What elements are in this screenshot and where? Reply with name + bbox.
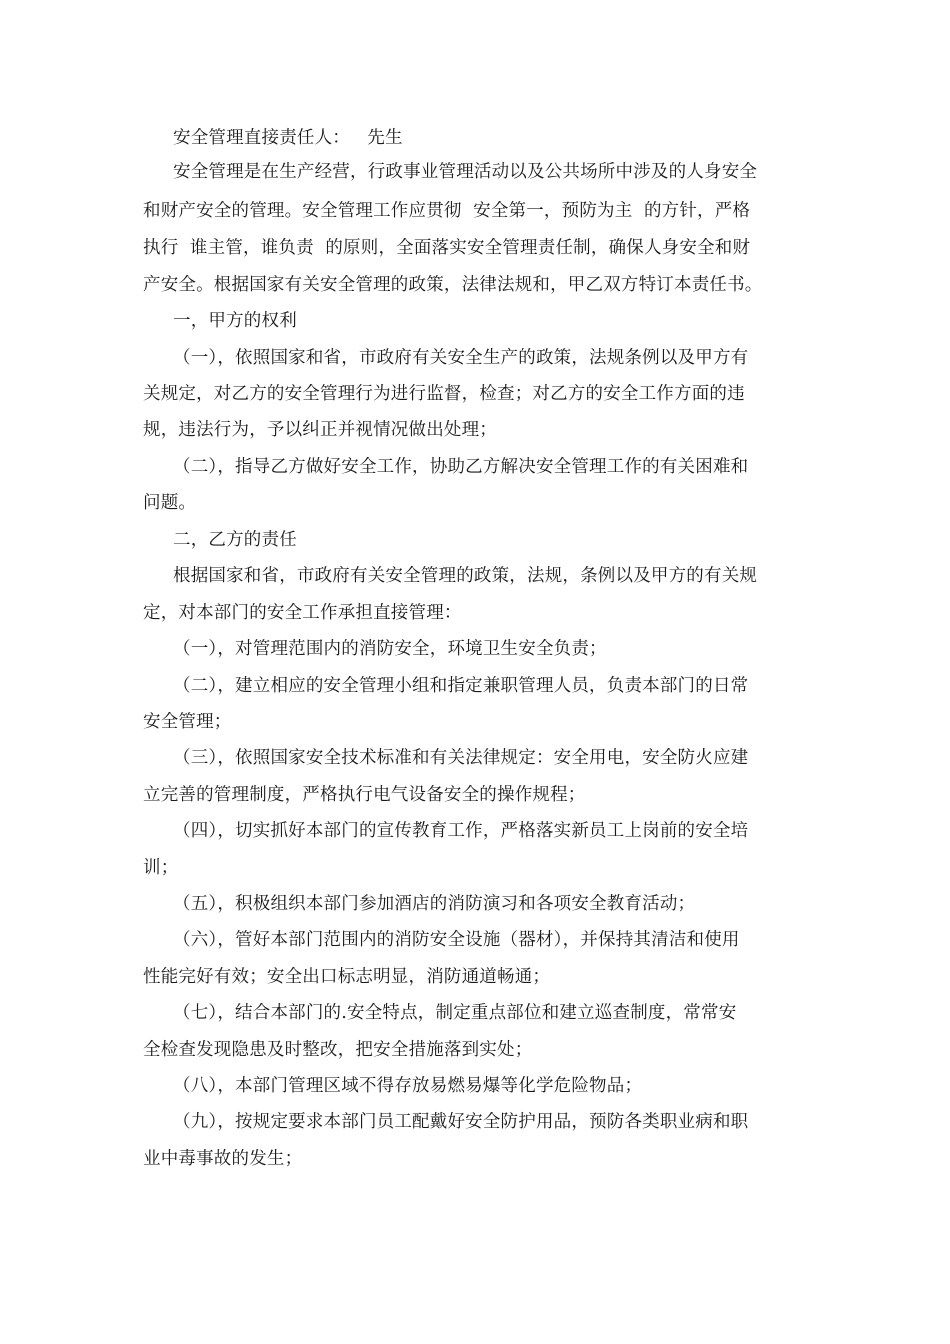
intro-paragraph-line-3: 执行 谁主管，谁负责 的原则，全面落实安全管理责任制，确保人身安全和财 [143, 238, 751, 258]
section-heading-party-b-duties: 二，乙方的责任 [173, 530, 297, 550]
party-b-item-5-line-1: （五），积极组织本部门参加酒店的消防演习和各项安全教育活动； [173, 894, 696, 914]
intro-paragraph-line-4: 产安全。根据国家有关安全管理的政策，法律法规和，甲乙双方特订本责任书。 [143, 275, 763, 295]
intro-paragraph-line-2: 和财产安全的管理。安全管理工作应贯彻 安全第一，预防为主 的方针，严格 [143, 201, 751, 221]
party-b-item-9-line-2: 业中毒事故的发生； [143, 1149, 303, 1169]
party-b-item-4-line-1: （四），切实抓好本部门的宣传教育工作，严格落实新员工上岗前的安全培 [173, 821, 749, 841]
party-b-item-6-line-1: （六），管好本部门范围内的消防安全设施（器材），并保持其清洁和使用 [173, 930, 740, 950]
party-b-intro-line-2: 定，对本部门的安全工作承担直接管理： [143, 603, 462, 623]
party-b-item-7-line-1: （七），结合本部门的.安全特点，制定重点部位和建立巡查制度，常常安 [173, 1003, 737, 1023]
party-b-item-2-line-2: 安全管理； [143, 712, 232, 732]
party-b-item-9-line-1: （九），按规定要求本部门员工配戴好安全防护用品，预防各类职业病和职 [173, 1112, 749, 1132]
intro-paragraph-line-1: 安全管理是在生产经营，行政事业管理活动以及公共场所中涉及的人身安全 [173, 162, 758, 182]
section-heading-party-a-rights: 一，甲方的权利 [173, 311, 297, 331]
party-a-item-2-line-1: （二），指导乙方做好安全工作，协助乙方解决安全管理工作的有关困难和 [173, 457, 749, 477]
party-b-item-8-line-1: （八），本部门管理区域不得存放易燃易爆等化学危险物品； [173, 1076, 643, 1096]
party-b-item-4-line-2: 训； [143, 858, 179, 878]
party-a-item-2-line-2: 问题。 [143, 493, 197, 513]
party-b-item-7-line-2: 全检查发现隐患及时整改，把安全措施落到实处； [143, 1040, 533, 1060]
party-a-item-1-line-1: （一），依照国家和省，市政府有关安全生产的政策，法规条例以及甲方有 [173, 348, 749, 368]
party-b-item-6-line-2: 性能完好有效；安全出口标志明显，消防通道畅通； [143, 967, 551, 987]
party-b-item-2-line-1: （二），建立相应的安全管理小组和指定兼职管理人员，负责本部门的日常 [173, 676, 749, 696]
party-b-item-3-line-2: 立完善的管理制度，严格执行电气设备安全的操作规程； [143, 785, 586, 805]
party-a-item-1-line-2: 关规定，对乙方的安全管理行为进行监督，检查；对乙方的安全工作方面的违 [143, 384, 745, 404]
party-b-item-3-line-1: （三），依照国家安全技术标准和有关法律规定：安全用电，安全防火应建 [173, 748, 749, 768]
party-a-item-1-line-3: 规，违法行为，予以纠正并视情况做出处理； [143, 420, 497, 440]
party-b-intro-line-1: 根据国家和省，市政府有关安全管理的政策，法规，条例以及甲方的有关规 [173, 566, 758, 586]
responsible-person-line: 安全管理直接责任人： 先生 [173, 128, 403, 148]
party-b-item-1-line-1: （一），对管理范围内的消防安全，环境卫生安全负责； [173, 639, 607, 659]
